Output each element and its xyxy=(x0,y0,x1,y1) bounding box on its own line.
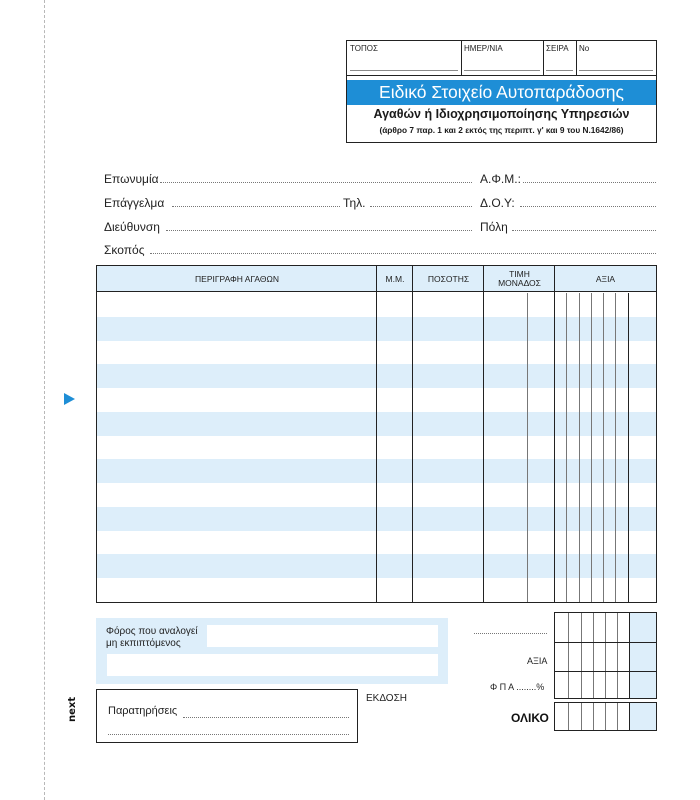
issue-label: ΕΚΔΟΣΗ xyxy=(366,693,407,704)
tax-amount-field[interactable] xyxy=(207,625,438,647)
tax-office-field[interactable] xyxy=(520,206,656,207)
subtotal-dotted-line[interactable] xyxy=(474,633,547,634)
purpose-field[interactable] xyxy=(150,253,656,254)
tax-words-field[interactable] xyxy=(107,654,438,676)
number-label: No xyxy=(579,44,590,53)
number-field[interactable] xyxy=(576,41,656,76)
value-grid-line xyxy=(591,293,592,602)
vat-label: Α.Φ.Μ.: xyxy=(480,172,521,186)
decimal-divider xyxy=(527,293,528,602)
grand-total-label: ΟΛΙΚΟ xyxy=(511,711,549,725)
arrow-marker-icon xyxy=(64,393,75,405)
address-field[interactable] xyxy=(166,230,472,231)
subtotal-cell[interactable] xyxy=(555,613,656,642)
city-field[interactable] xyxy=(512,230,656,231)
document-subtitle: Αγαθών ή Ιδιοχρησιμοποίησης Υπηρεσιών xyxy=(373,107,630,121)
phone-field[interactable] xyxy=(370,206,472,207)
totals-box xyxy=(554,612,657,699)
brand-logo: next xyxy=(67,696,78,722)
profession-field[interactable] xyxy=(172,206,340,207)
remarks-box xyxy=(96,689,358,743)
remarks-field[interactable] xyxy=(183,717,349,718)
value-total-cell[interactable] xyxy=(555,642,656,671)
date-field[interactable] xyxy=(461,41,543,76)
value-grid-line xyxy=(566,293,567,602)
tax-box xyxy=(96,618,448,684)
perforation-line xyxy=(44,0,45,800)
address-label: Διεύθυνση xyxy=(104,220,160,234)
value-total-label: ΑΞΙΑ xyxy=(527,656,548,666)
tax-office-label: Δ.Ο.Υ: xyxy=(480,196,515,210)
name-label: Επωνυμία xyxy=(104,172,159,186)
series-label: ΣΕΙΡΑ xyxy=(546,44,569,53)
vat-field[interactable] xyxy=(523,182,656,183)
col-divider xyxy=(483,266,484,602)
document-header-box xyxy=(346,40,657,143)
phone-label: Τηλ. xyxy=(343,196,366,210)
value-grid-line xyxy=(615,293,616,602)
col-unit-price-header: ΤΙΜΗ ΜΟΝΑΔΟΣ xyxy=(498,269,541,288)
place-label: ΤΟΠΟΣ xyxy=(350,44,378,53)
value-grid-line xyxy=(603,293,604,602)
vat-total-cell[interactable] xyxy=(555,671,656,698)
col-quantity-header: ΠΟΣΟΤΗΣ xyxy=(427,273,470,284)
header-fields-row xyxy=(347,41,656,76)
remarks-field-2[interactable] xyxy=(108,734,349,735)
col-divider xyxy=(376,266,377,602)
date-label: ΗΜΕΡ/ΝΙΑ xyxy=(464,44,503,53)
col-description-header: ΠΕΡΙΓΡΑΦΗ ΑΓΑΘΩΝ xyxy=(195,273,279,284)
items-table xyxy=(96,265,657,603)
col-value-header: ΑΞΙΑ xyxy=(595,273,616,284)
profession-label: Επάγγελμα xyxy=(104,196,165,210)
remarks-label: Παρατηρήσεις xyxy=(108,705,178,717)
grand-total-cell[interactable] xyxy=(554,702,657,731)
col-unit-header: Μ.Μ. xyxy=(385,273,405,284)
tax-label: Φόρος που αναλογεί μη εκπιπτόμενος xyxy=(106,626,198,649)
name-field[interactable] xyxy=(160,182,472,183)
document-title: Ειδικό Στοιχείο Αυτοπαράδοσης xyxy=(347,80,656,105)
city-label: Πόλη xyxy=(480,220,508,234)
vat-percent-label: Φ Π Α ........% xyxy=(490,682,545,692)
col-divider xyxy=(554,266,555,602)
place-field[interactable] xyxy=(347,41,461,76)
purpose-label: Σκοπός xyxy=(104,243,145,257)
value-decimal-divider xyxy=(628,293,629,602)
col-divider xyxy=(412,266,413,602)
legal-note: (άρθρο 7 παρ. 1 και 2 εκτός της περιπτ. γ' και 9 του Ν.1642/86) xyxy=(379,125,624,135)
value-grid-line xyxy=(579,293,580,602)
series-field[interactable] xyxy=(543,41,576,76)
